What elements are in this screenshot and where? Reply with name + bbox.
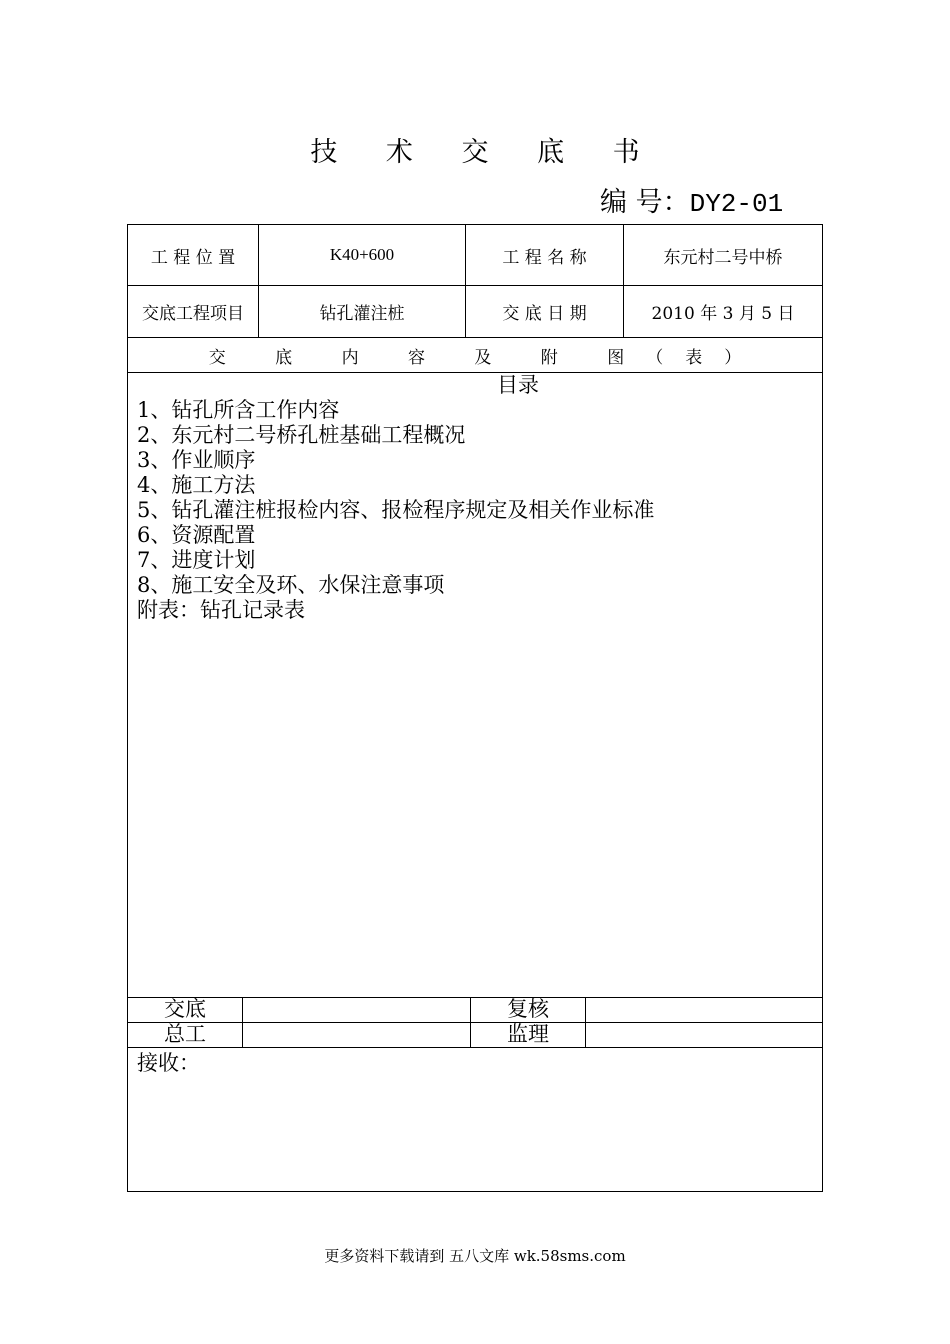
document-number-value: DY2-01 [689,189,784,219]
item-value: 钻孔灌注桩 [319,304,405,324]
list-item: 6、资源配置 [137,523,256,547]
jiaodi-label: 交底 [164,997,206,1021]
footer-text: 更多资料下载请到 五八文库 wk.58sms.com [324,1247,626,1265]
date-label: 交 底 日 期 [502,304,587,324]
fuhe-label: 复核 [507,997,549,1021]
list-item: 4、施工方法 [137,473,256,497]
item-label: 交底工程项目 [142,304,244,324]
contents-title: 目录 [497,373,539,397]
list-item: 3、作业顺序 [137,448,256,472]
row-divider [127,1047,823,1048]
location-label: 工 程 位 置 [150,247,236,268]
location-value: K40+600 [329,245,395,264]
project-name-label: 工 程 名 称 [502,247,587,268]
zonggong-label: 总工 [164,1022,206,1046]
receive-label: 接收： [137,1051,200,1075]
date-value: 2010 年 3 月 5 日 [651,304,795,324]
list-item: 8、施工安全及环、水保注意事项 [137,573,445,597]
column-divider [585,997,586,1047]
document-number [600,180,783,219]
list-item: 2、东元村二号桥孔桩基础工程概况 [137,423,466,447]
list-item: 5、钻孔灌注桩报检内容、报检程序规定及相关作业标准 [137,498,655,522]
list-item: 附表：钻孔记录表 [137,598,305,622]
document-title: 技 术 交 底 书 [310,137,660,168]
list-item: 7、进度计划 [137,548,256,572]
jianli-label: 监理 [507,1022,549,1046]
contents-list [137,373,817,623]
list-item: 1、钻孔所含工作内容 [137,398,340,422]
column-divider [242,997,243,1047]
document-number-label: 编 号： [600,187,690,218]
section-header: 交 底 内 容 及 附 图（表） [208,347,764,368]
project-name-value: 东元村二号中桥 [663,247,783,268]
